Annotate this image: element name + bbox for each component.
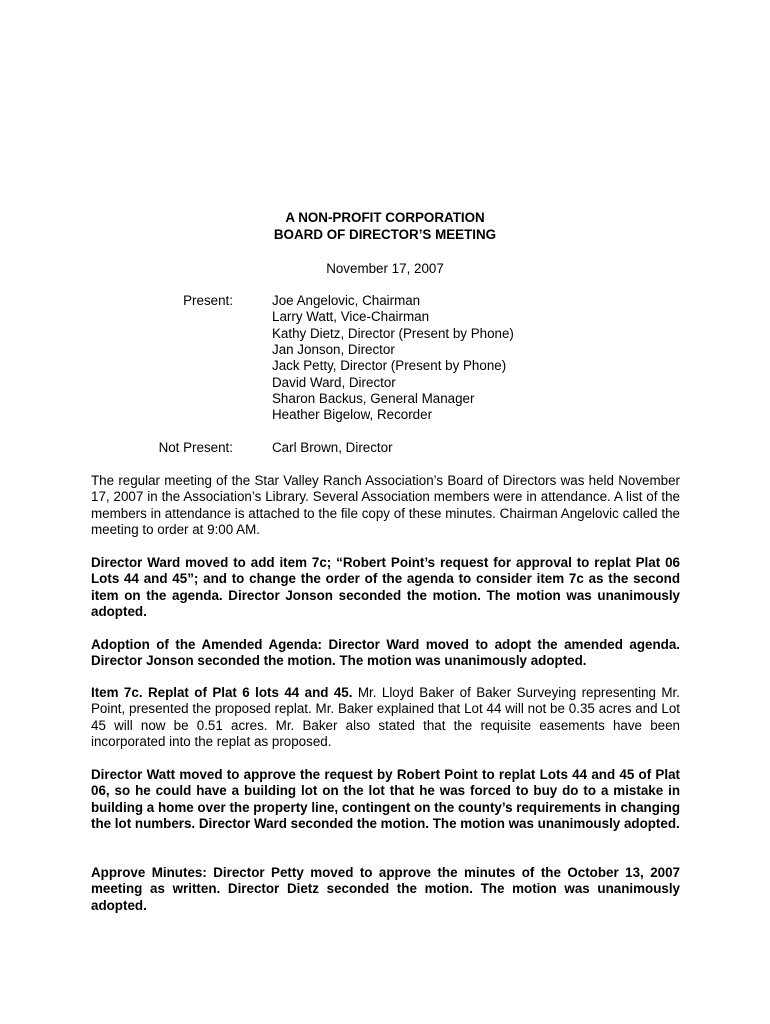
attendee-name: Jan Jonson, Director	[272, 342, 395, 358]
paragraph-amended-agenda: Adoption of the Amended Agenda: Director Ward moved to adopt the amended agenda. Director Jonson seconded the motion. The motion was unanimously adopted.	[91, 637, 680, 669]
attendee-name: Kathy Dietz, Director (Present by Phone)	[272, 325, 514, 341]
item-7c-text: Mr. Lloyd Baker of Baker Surveying representing Mr. Point, presented the proposed replat. Mr. Baker explained that Lot 44 will not be 0.35 acres and Lot 45 will now be 0.51 acres. Mr. Baker also stated that the requisite easements have been incorporated into the replat as proposed.	[91, 685, 681, 750]
not-present-label: Not Present:	[158, 440, 233, 455]
attendee-name: Heather Bigelow, Recorder	[272, 407, 433, 423]
paragraph-replat-motion: Director Watt moved to approve the request by Robert Point to replat Lots 44 and 45 of Plat 06, so he could have a building lot on the lot that he was forced to buy do to a mistake in building a home over the property line, contingent on the county’s requirements in changing the lot numbers. Director Ward seconded the motion. The motion was unanimously adopted.	[91, 767, 680, 832]
document-title-line2: BOARD OF DIRECTOR’S MEETING	[273, 227, 497, 242]
paragraph-approve-minutes: Approve Minutes: Director Petty moved to approve the minutes of the October 13, 2007 meeting as written. Director Dietz seconded the motion. The motion was unanimously adopted.	[91, 865, 680, 913]
attendee-name: Jack Petty, Director (Present by Phone)	[272, 358, 507, 374]
attendee-name: Joe Angelovic, Chairman	[272, 293, 421, 308]
attendee-name: Larry Watt, Vice-Chairman	[272, 309, 430, 325]
paragraph-meeting-opening: The regular meeting of the Star Valley Ranch Association’s Board of Directors was held November 17, 2007 in the Association’s Library. Several Association members were in attendance. A list of the members in attendance is attached to the file copy of these minutes. Chairman Angelovic called the meeting to order at 9:00 AM.	[91, 473, 680, 538]
paragraph-item-7c	[91, 685, 680, 751]
present-label: Present:	[183, 293, 233, 308]
paragraph-agenda-motion: Director Ward moved to add item 7c; “Robert Point’s request for approval to replat Plat 06 Lots 44 and 45”; and to change the order of the agenda to consider item 7c as the second item on the agenda. Director Jonson seconded the motion. The motion was unanimously adopted.	[91, 555, 680, 620]
meeting-date: November 17, 2007	[326, 261, 444, 276]
attendee-name: David Ward, Director	[272, 374, 396, 390]
document-title-line1: A NON-PROFIT CORPORATION	[285, 210, 485, 225]
attendee-name: Sharon Backus, General Manager	[272, 391, 475, 407]
present-list	[272, 293, 514, 424]
absent-attendee-name: Carl Brown, Director	[272, 440, 393, 455]
item-7c-heading: Item 7c. Replat of Plat 6 lots 44 and 45.	[91, 685, 353, 700]
